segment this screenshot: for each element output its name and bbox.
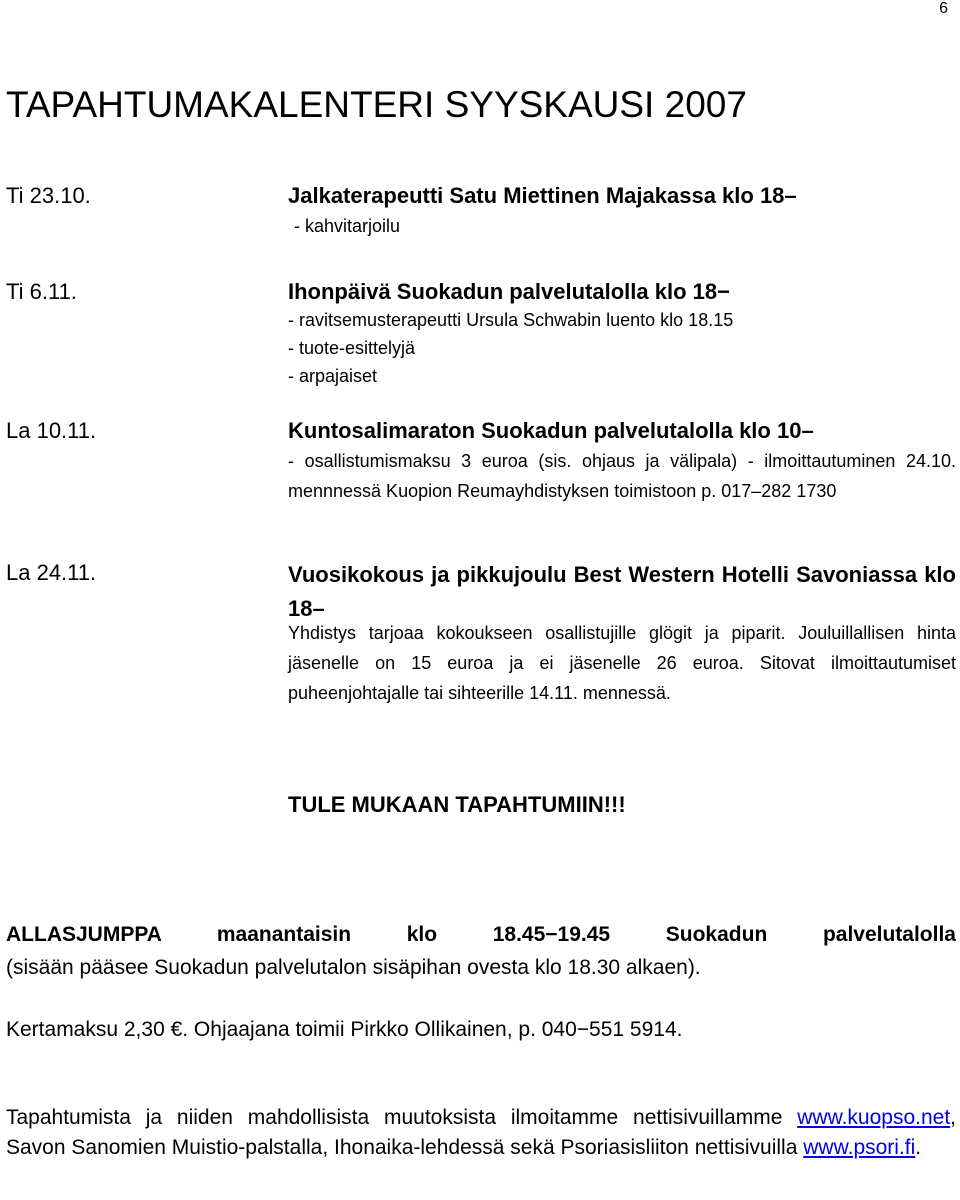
page-title: TAPAHTUMAKALENTERI SYYSKAUSI 2007 [6, 84, 747, 125]
event-body-4: Yhdistys tarjoaa kokoukseen osallistujille glögit ja piparit. Jouluillallisen hinta jäsenelle on 15 euroa ja ei jäsenelle 26 euroa. Sitovat ilmoittautumiset puheenjohtajalle tai sihteerille 14.11. mennessä. [288, 623, 956, 703]
allasjumppa-section [6, 918, 956, 984]
footer-paragraph [6, 1103, 956, 1163]
kertamaksu-info: Kertamaksu 2,30 €. Ohjaajana toimii Pirkko Ollikainen, p. 040−551 5914. [6, 1018, 683, 1041]
footer-text-after: . [915, 1136, 922, 1159]
call-to-action: TULE MUKAAN TAPAHTUMIIN!!! [288, 792, 626, 817]
page-number: 6 [939, 0, 948, 17]
event-detail-2-2: - tuote-esittelyjä [288, 338, 416, 358]
event-title-2: Ihonpäivä Suokadun palvelutalolla klo 18− [288, 279, 730, 304]
allasjumppa-subtitle: (sisään pääsee Suokadun palvelutalon sisäpihan ovesta klo 18.30 alkaen). [6, 956, 701, 979]
event-body-3: - osallistumismaksu 3 euroa (sis. ohjaus ja välipala) - ilmoittautuminen 24.10. mennnessä Kuopion Reumayhdistyksen toimistoon p. 017–282 1730 [288, 451, 956, 501]
event-date-3: La 10.11. [6, 418, 97, 443]
footer-text-middle: , Savon Sanomien Muistio-palstalla, Ihonaika-lehdessä sekä Psoriasisliiton nettisivuilla [6, 1106, 956, 1159]
footer-text-before: Tapahtumista ja niiden mahdollisista muutoksista ilmoitamme nettisivuillamme [6, 1106, 783, 1129]
event-title-1: Jalkaterapeutti Satu Miettinen Majakassa klo 18– [288, 183, 797, 208]
event-title-4: Vuosikokous ja pikkujoulu Best Western Hotelli Savoniassa klo 18– [288, 562, 956, 621]
kuopso-link[interactable]: www.kuopso.net [797, 1106, 951, 1129]
psori-link[interactable]: www.psori.fi [803, 1136, 916, 1159]
event-date-2: Ti 6.11. [6, 279, 77, 304]
allasjumppa-title: ALLASJUMPPA maanantaisin klo 18.45−19.45 Suokadun palvelutalolla [6, 923, 956, 946]
event-title-3: Kuntosalimaraton Suokadun palvelutalolla klo 10– [288, 418, 814, 443]
event-date-4: La 24.11. [6, 560, 97, 585]
event-detail-2-3: - arpajaiset [288, 366, 378, 386]
event-date-1: Ti 23.10. [6, 183, 91, 208]
event-detail-1-1: - kahvitarjoilu [294, 216, 401, 236]
event-detail-2-1: - ravitsemusterapeutti Ursula Schwabin luento klo 18.15 [288, 310, 734, 330]
